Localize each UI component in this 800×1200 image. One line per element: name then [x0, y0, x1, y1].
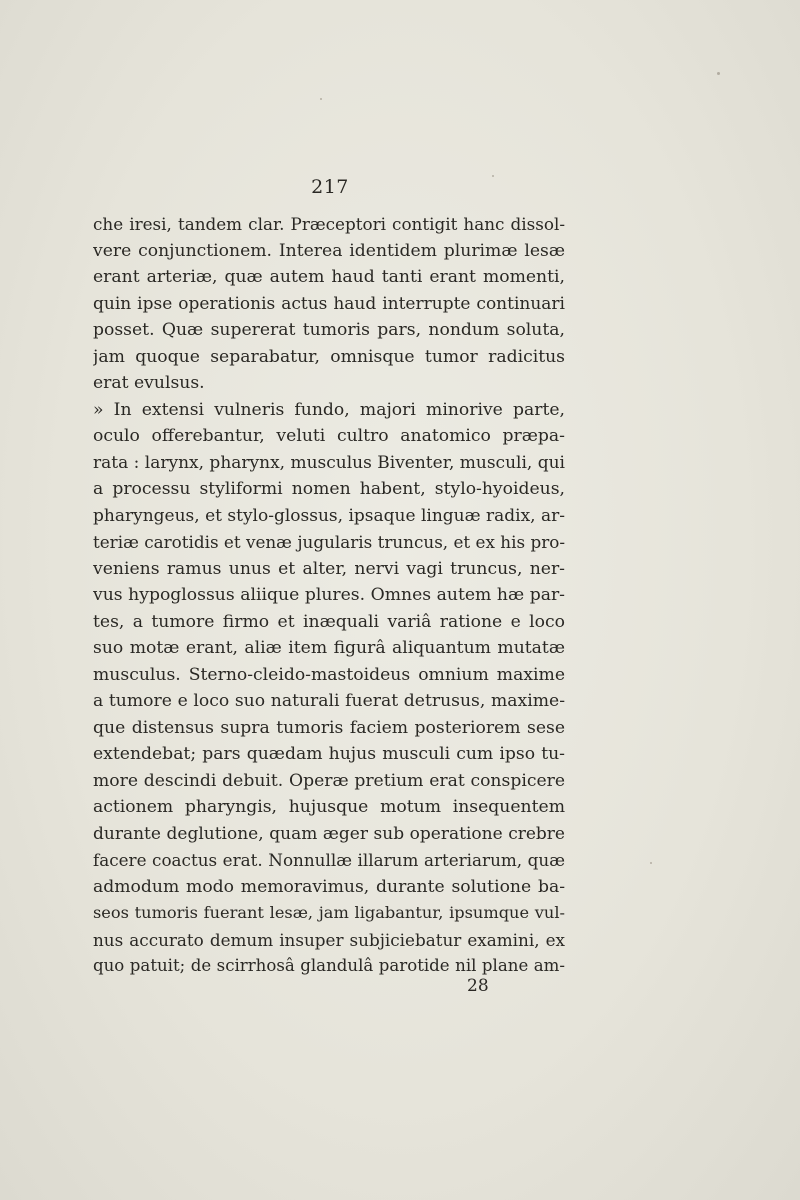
text-line: suo motæ erant, aliæ item figurâ aliquantum mutatæ — [93, 638, 565, 658]
text-line: actionem pharyngis, hujusque motum insequentem — [93, 797, 565, 817]
paper-speck — [717, 72, 720, 75]
text-line: erant arteriæ, quæ autem haud tanti erant momenti, — [93, 267, 565, 287]
text-line: quo patuit; de scirrhosâ glandulâ parotide nil plane am- — [93, 956, 565, 975]
text-line: extendebat; pars quædam hujus musculi cum ipso tu- — [93, 744, 565, 764]
text-line: admodum modo memoravimus, durante solutione ba- — [93, 876, 565, 897]
text-line: erat evulsus. — [93, 373, 205, 393]
text-line: pharyngeus, et stylo-glossus, ipsaque linguæ radix, ar- — [93, 505, 565, 526]
text-line: rata : larynx, pharynx, musculus Biventer, musculi, qui — [93, 452, 565, 473]
text-line: durante deglutione, quam æger sub operatione crebre — [93, 823, 565, 844]
text-line: a processu styliformi nomen habent, stylo-hyoideus, — [93, 479, 565, 499]
text-line: facere coactus erat. Nonnullæ illarum arteriarum, quæ — [93, 850, 565, 870]
text-line: posset. Quæ supererat tumoris pars, nondum soluta, — [93, 320, 565, 340]
paper-speck — [320, 98, 322, 100]
text-line: a tumore e loco suo naturali fuerat detrusus, maxime- — [93, 691, 565, 711]
text-line: que distensus supra tumoris faciem posteriorem sese — [93, 717, 565, 738]
text-line: oculo offerebantur, veluti cultro anatomico præpa- — [93, 426, 565, 446]
text-line: che iresi, tandem clar. Præceptori contigit hanc dissol- — [93, 214, 565, 234]
text-line: nus accurato demum insuper subjiciebatur examini, ex — [93, 929, 565, 950]
text-line: teriæ carotidis et venæ jugularis truncus, et ex his pro- — [93, 532, 565, 552]
page-number: 217 — [311, 176, 349, 198]
paper-speck — [650, 862, 652, 864]
text-line: tes, a tumore firmo et inæquali variâ ratione e loco — [93, 611, 565, 632]
text-line: vere conjunctionem. Interea identidem plurimæ lesæ — [93, 240, 565, 261]
text-line: quin ipse operationis actus haud interrupte continuari — [93, 293, 565, 314]
text-line: seos tumoris fuerant lesæ, jam ligabantur, ipsumque vul- — [93, 903, 565, 922]
text-line: » In extensi vulneris fundo, majori minorive parte, — [93, 399, 565, 420]
text-line: veniens ramus unus et alter, nervi vagi truncus, ner- — [93, 558, 565, 579]
text-line: musculus. Sterno-cleido-mastoideus omnium maxime — [93, 664, 565, 685]
text-line: more descindi debuit. Operæ pretium erat conspicere — [93, 770, 565, 791]
signature-mark: 28 — [467, 976, 489, 996]
text-line: jam quoque separabatur, omnisque tumor radicitus — [93, 346, 565, 367]
paper-speck — [492, 175, 494, 177]
body-text — [93, 211, 565, 980]
text-line: vus hypoglossus aliique plures. Omnes autem hæ par- — [93, 585, 565, 605]
